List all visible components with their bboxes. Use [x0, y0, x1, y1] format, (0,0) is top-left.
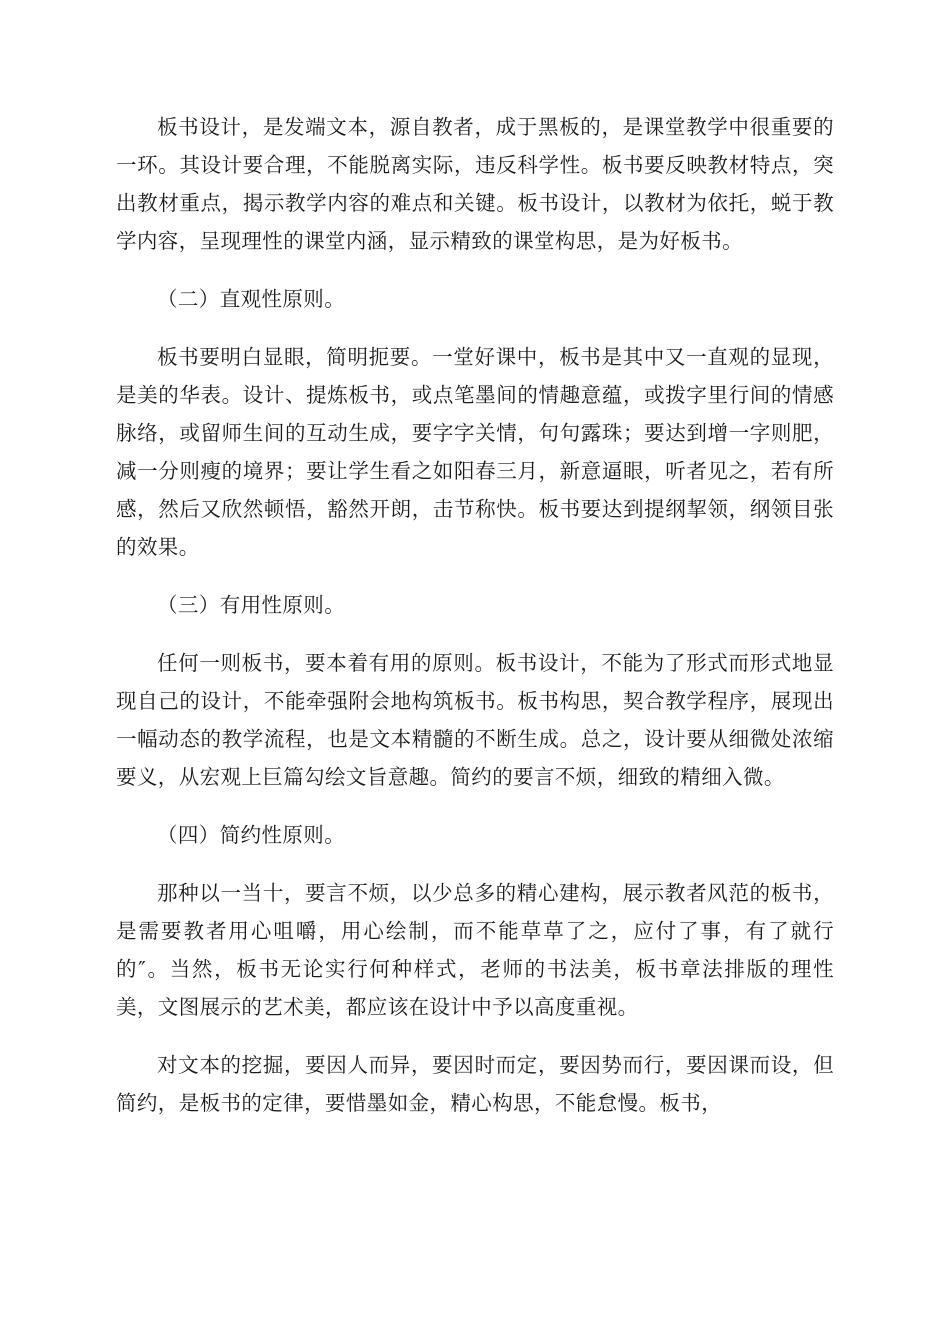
paragraph-text-mining: 对文本的挖掘，要因人而异，要因时而定，要因势而行，要因课而设，但简约，是板书的定律，要惜墨如金，精心构思，不能怠慢。板书， [116, 1053, 834, 1115]
heading-usefulness-principle: （三）有用性原则。 [157, 593, 346, 617]
paragraph-intuitive: 板书要明白显眼，简明扼要。一堂好课中，板书是其中又一直观的显现，是美的华表。设计、提炼板书，或点笔墨间的情趣意蕴，或拨字里行间的情感脉络，或留师生间的互动生成，要字字关情，句句露珠；要达到增一字则肥，减一分则瘦的境界；要让学生看之如阳春三月，新意逼眼，听者见之，若有所感，然后又欣然顿悟，豁然开朗，击节称快。板书要达到提纲挈领，纲领目张的效果。 [116, 345, 834, 559]
document-body [116, 108, 834, 1142]
paragraph-simplicity: 那种以一当十，要言不烦，以少总多的精心建构，展示教者风范的板书，是需要教者用心咀嚼，用心绘制，而不能草草了之，应付了事，有了就行的″。当然，板书无论实行何种样式，老师的书法美，板书章法排版的理性美，文图展示的艺术美，都应该在设计中予以高度重视。 [116, 881, 834, 1019]
paragraph-intro: 板书设计，是发端文本，源自教者，成于黑板的，是课堂教学中很重要的一环。其设计要合理，不能脱离实际，违反科学性。板书要反映教材特点，突出教材重点，揭示教学内容的难点和关键。板书设计，以教材为依托，蜕于教学内容，呈现理性的课堂内涵，显示精致的课堂构思，是为好板书。 [116, 115, 834, 253]
heading-intuitive-principle: （二）直观性原则。 [157, 287, 346, 311]
heading-simplicity-principle: （四）简约性原则。 [157, 823, 346, 847]
paragraph-usefulness: 任何一则板书，要本着有用的原则。板书设计，不能为了形式而形式地显现自己的设计，不能牵强附会地构筑板书。板书构思，契合教学程序，展现出一幅动态的教学流程，也是文本精髓的不断生成。总之，设计要从细微处浓缩要义，从宏观上巨篇勾绘文旨意趣。简约的要言不烦，细致的精细入微。 [116, 651, 834, 789]
